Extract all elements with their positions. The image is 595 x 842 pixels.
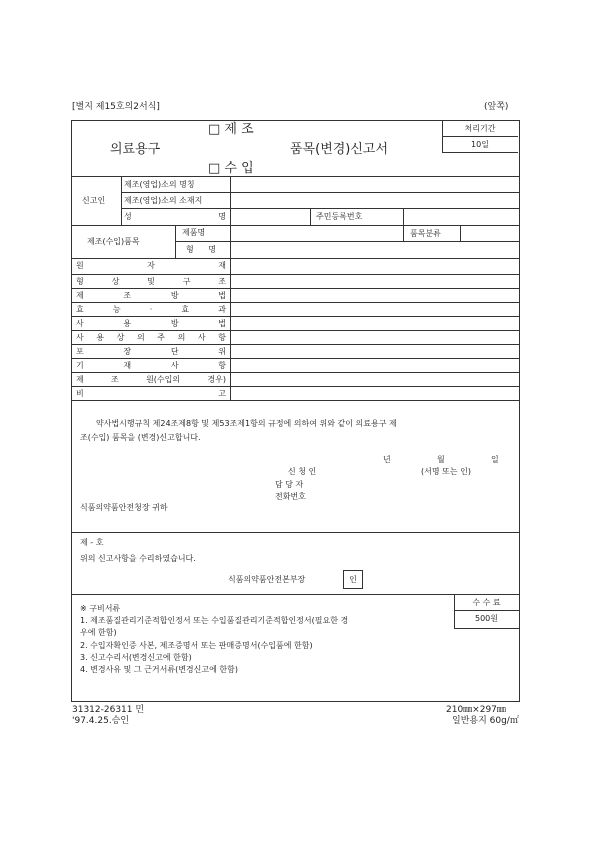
manufacturer-field[interactable]: [231, 373, 518, 385]
applicant-name-field[interactable]: [231, 209, 309, 224]
required-documents-title: ※ 구비서류: [80, 604, 121, 613]
processing-period-label: 처리기간: [464, 124, 496, 133]
declaration-line-1: 약사법시행규칙 제24조제8항 및 제53조제1항의 규정에 의하여 위와 같이 의료용구 제: [96, 419, 397, 428]
row-label-remarks: 비 고: [76, 389, 226, 398]
option-import[interactable]: □ 수 입: [208, 161, 254, 176]
product-section-label: 제조(수입)품목: [87, 237, 140, 246]
model-name-field[interactable]: [231, 242, 518, 257]
manager-label: 담 당 자: [275, 480, 304, 489]
raw-material-field[interactable]: [231, 259, 518, 273]
document-item-2: 2. 수입자확인증 사본, 제조증명서 또는 판매증명서(수입품에 한함): [80, 641, 313, 650]
product-name-label: 제품명: [182, 228, 206, 237]
sign-or-seal-label: (서명 또는 인): [421, 467, 471, 476]
model-name-label: 형 명: [186, 245, 216, 254]
addressee: 식품의약품안전청장 귀하: [80, 503, 168, 512]
form-code: 31312-26311 민: [72, 705, 145, 715]
row-label-shape-structure: 형 상 및 구 조: [76, 277, 226, 286]
page-side-label: (앞쪽): [484, 102, 509, 112]
document-item-4: 4. 변경사유 및 그 근거서류(변경신고에 한함): [80, 665, 238, 674]
remarks-field[interactable]: [231, 387, 518, 399]
row-label-packaging-unit: 포 장 단 위: [76, 347, 226, 356]
efficacy-field[interactable]: [231, 303, 518, 315]
phone-label: 전화번호: [275, 492, 306, 501]
acceptance-number: 제 - 호: [80, 538, 104, 547]
declaration-line-2: 조(수입) 품목을 (변경)신고합니다.: [80, 433, 201, 442]
row-label-labeling: 기 재 사 항: [76, 361, 226, 370]
shape-structure-field[interactable]: [231, 275, 518, 287]
fee-value: 500원: [475, 614, 498, 623]
product-category-label: 품목분류: [410, 229, 441, 238]
form-title-right: 품목(변경)신고서: [290, 142, 389, 157]
business-name-field[interactable]: [231, 177, 518, 192]
applicant-signature-label: 신 청 인: [288, 467, 317, 476]
seal-label: 인: [349, 575, 357, 584]
product-category-field[interactable]: [461, 226, 518, 241]
packaging-unit-field[interactable]: [231, 345, 518, 357]
processing-period-value: 10일: [471, 140, 489, 149]
document-item-3: 3. 신고수리서(변경신고에 한함): [80, 653, 192, 662]
form-reference: [별지 제15호의2서식]: [72, 102, 160, 112]
manufacturing-method-field[interactable]: [231, 289, 518, 301]
approval-date: '97.4.25.승인: [72, 716, 130, 726]
row-label-efficacy: 효 능 · 효 과: [76, 305, 226, 314]
paper-weight: 일반용지 60g/㎡: [452, 716, 519, 726]
business-name-label: 제조(영업)소의 명칭: [124, 180, 195, 189]
date-day-label: 일: [491, 455, 499, 464]
row-label-manufacturing-method: 제 조 방 법: [76, 291, 226, 300]
resident-number-label: 주민등록번호: [316, 212, 363, 221]
document-item-1-cont: 우에 한함): [80, 628, 117, 637]
applicant-section-label: 신고인: [82, 196, 106, 205]
business-address-label: 제조(영업)소의 소재지: [124, 196, 203, 205]
authority-name: 식품의약품안전본부장: [228, 575, 306, 584]
labeling-field[interactable]: [231, 359, 518, 371]
row-label-precautions: 사 용 상 의 주 의 사 항: [76, 333, 226, 342]
row-label-raw-material: 원 자 재: [76, 261, 226, 270]
resident-number-field[interactable]: [404, 209, 518, 224]
date-month-label: 월: [437, 455, 445, 464]
applicant-person-label: 성 명: [124, 212, 226, 221]
date-year-label: 년: [383, 455, 391, 464]
row-label-usage: 사 용 방 법: [76, 319, 226, 328]
option-manufacture[interactable]: □ 제 조: [208, 122, 254, 137]
fee-label: 수 수 료: [472, 598, 501, 607]
row-label-manufacturer: 제 조 원(수입의 경우): [76, 375, 226, 384]
business-address-field[interactable]: [231, 193, 518, 208]
paper-size: 210㎜×297㎜: [446, 705, 506, 715]
document-item-1: 1. 제조품질관리기준적합인정서 또는 수입품질관리기준적합인정서(필요한 경: [80, 616, 349, 625]
precautions-field[interactable]: [231, 331, 518, 343]
official-seal-box: [343, 570, 363, 589]
usage-field[interactable]: [231, 317, 518, 329]
form-title-left: 의료용구: [110, 142, 161, 157]
acceptance-text: 위의 신고사항을 수리하였습니다.: [80, 554, 196, 563]
product-name-field[interactable]: [231, 226, 402, 241]
